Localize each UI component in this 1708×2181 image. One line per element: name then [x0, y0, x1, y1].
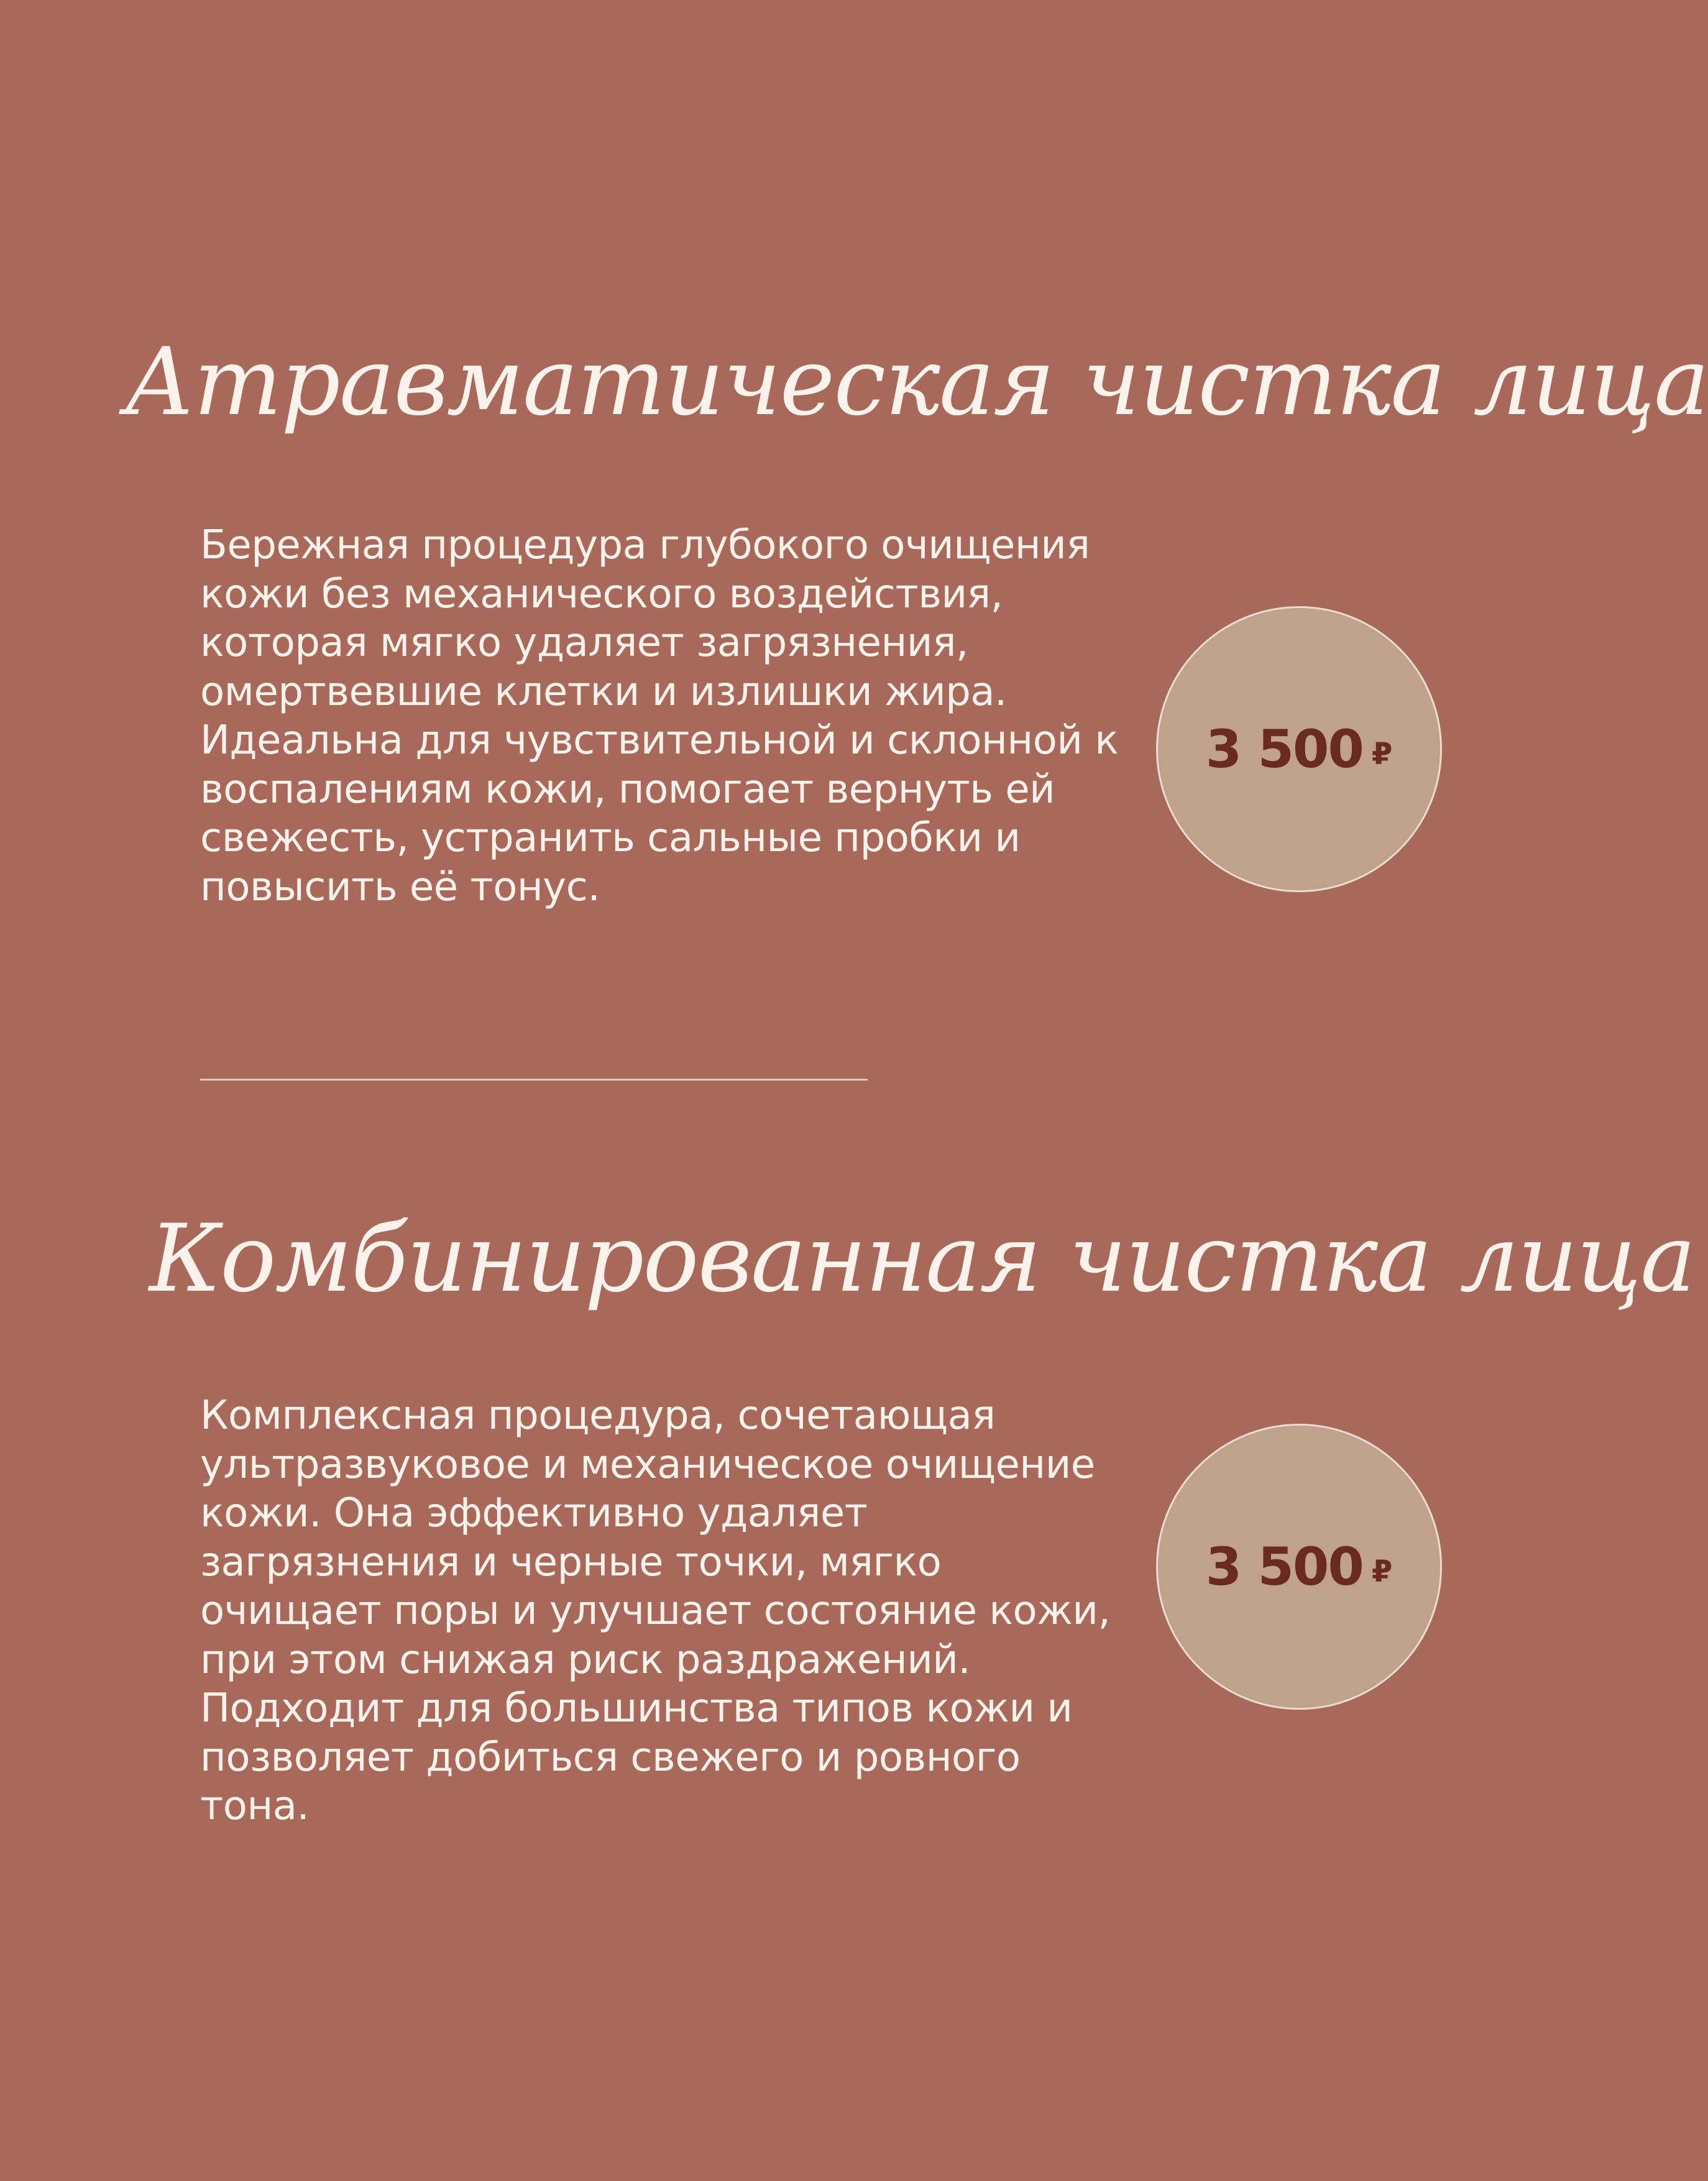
price-badge: [1156, 1424, 1442, 1710]
price-badge: [1156, 606, 1442, 892]
ruble-currency-icon: ₽: [1371, 737, 1393, 772]
service-description: Комплексная процедура, сочетающая ультразвуковое и механическое очищение кожи. Она эффективно удаляет загрязнения и черные точки, мягко очищает поры и улучшает состояние кожи, при этом снижая риск раздражений. Подходит для большинства типов кожи и позволяет добиться свежего и ровного тона.: [200, 1393, 1111, 1829]
price-value: 3 500: [1205, 719, 1363, 780]
section-divider: [200, 1079, 868, 1081]
ruble-currency-icon: ₽: [1371, 1554, 1393, 1589]
service-description: Бережная процедура глубокого очищения кожи без механического воздействия, которая мягко удаляет загрязнения, омертвевшие клетки и излишки жира. Идеальна для чувствительной и склонной к воспалениям кожи, помогает вернуть ей свежесть, устранить сальные пробки и повысить её тонус.: [200, 522, 1119, 910]
service-title: Комбинированная чистка лица: [149, 1205, 1695, 1313]
service-title: Атравматическая чистка лица: [124, 328, 1708, 436]
price-value: 3 500: [1205, 1536, 1363, 1597]
